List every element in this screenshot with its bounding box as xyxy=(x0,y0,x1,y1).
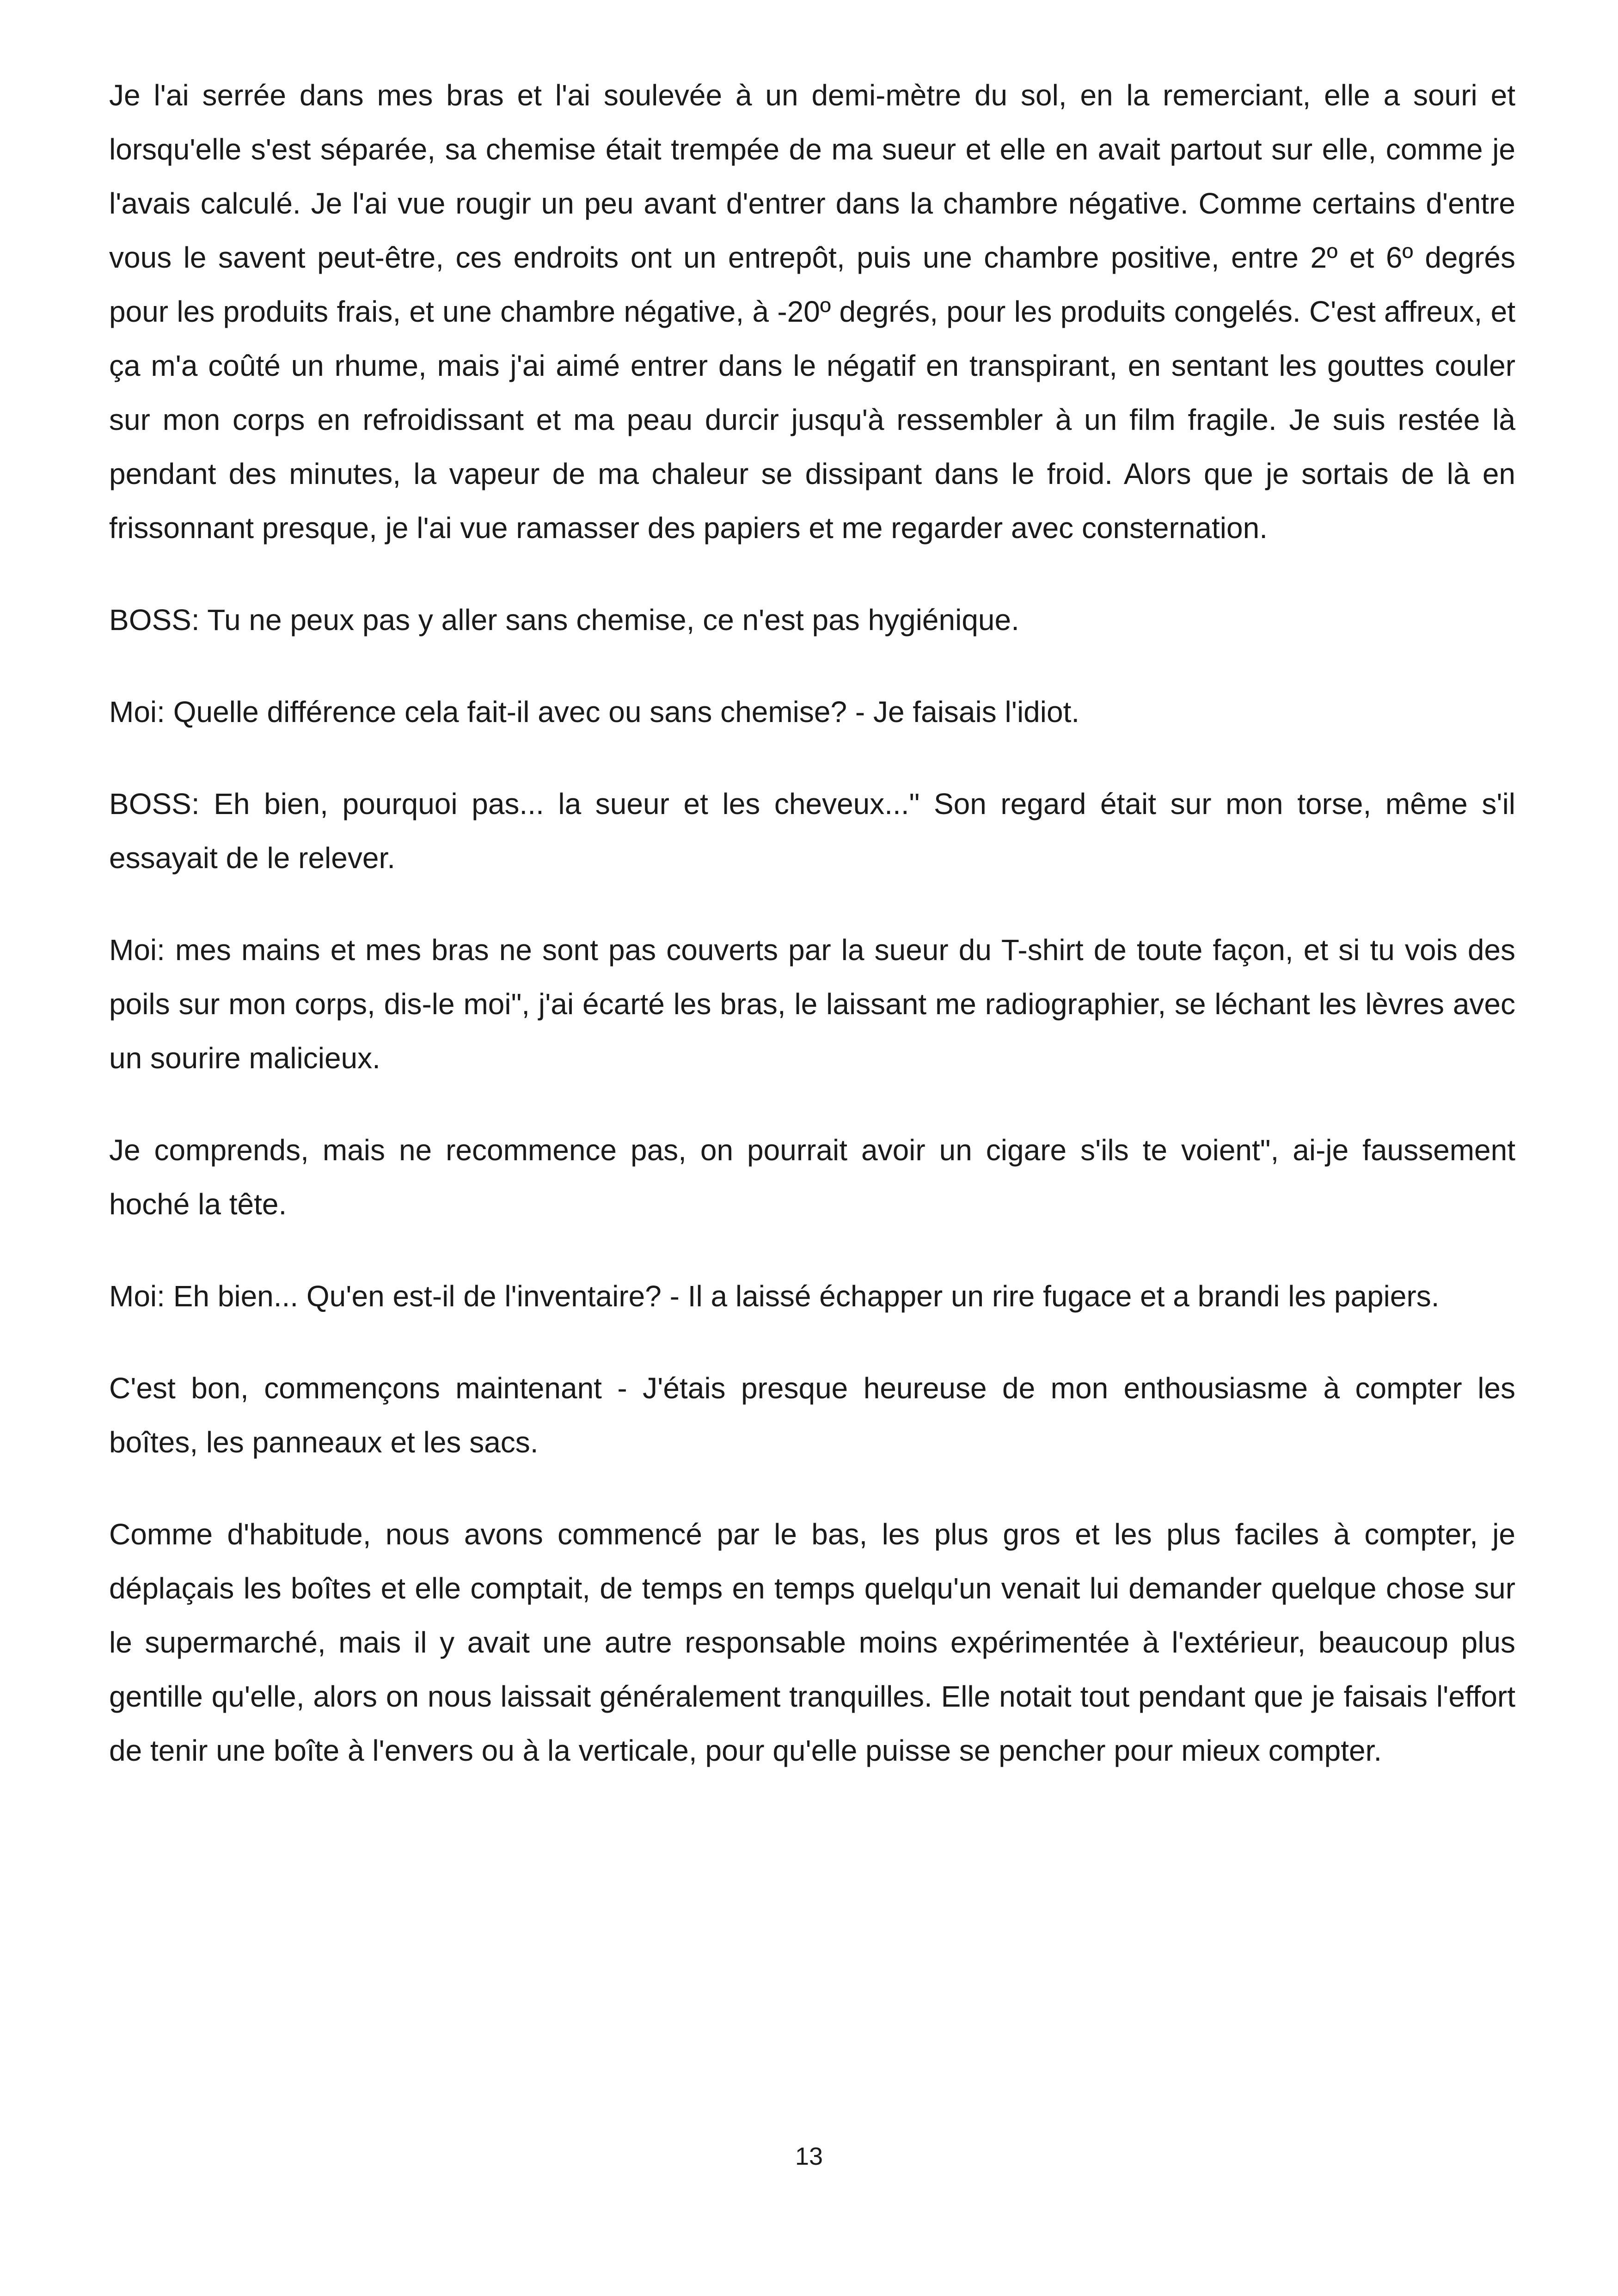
body-text xyxy=(109,68,1515,1816)
paragraph: Moi: mes mains et mes bras ne sont pas couverts par la sueur du T-shirt de toute façon, et si tu vois des poils sur mon corps, dis-le moi", j'ai écarté les bras, le laissant me radiographier, se léchant les lèvres avec un sourire malicieux. xyxy=(109,933,1515,1075)
paragraph: Moi: Eh bien... Qu'en est-il de l'inventaire? - Il a laissé échapper un rire fugace et a brandi les papiers. xyxy=(109,1280,1440,1313)
paragraph: BOSS: Eh bien, pourquoi pas... la sueur et les cheveux..." Son regard était sur mon torse, même s'il essayait de le relever. xyxy=(109,787,1515,875)
paragraph: Moi: Quelle différence cela fait-il avec ou sans chemise? - Je faisais l'idiot. xyxy=(109,695,1080,729)
paragraph: C'est bon, commençons maintenant - J'étais presque heureuse de mon enthousiasme à compter les boîtes, les panneaux et les sacs. xyxy=(109,1371,1515,1459)
paragraph: Je l'ai serrée dans mes bras et l'ai soulevée à un demi-mètre du sol, en la remerciant, elle a souri et lorsqu'elle s'est séparée, sa chemise était trempée de ma sueur et elle en avait partout sur elle, comme je l'avais calculé. Je l'ai vue rougir un peu avant d'entrer dans la chambre négative. Comme certains d'entre vous le savent peut-être, ces endroits ont un entrepôt, puis une chambre positive, entre 2º et 6º degrés pour les produits frais, et une chambre négative, à -20º degrés, pour les produits congelés. C'est affreux, et ça m'a coûté un rhume, mais j'ai aimé entrer dans le négatif en transpirant, en sentant les gouttes couler sur mon corps en refroidissant et ma peau durcir jusqu'à ressembler à un film fragile. Je suis restée là pendant des minutes, la vapeur de ma chaleur se dissipant dans le froid. Alors que je sortais de là en frissonnant presque, je l'ai vue ramasser des papiers et me regarder avec consternation. xyxy=(109,79,1515,545)
paragraph: Comme d'habitude, nous avons commencé par le bas, les plus gros et les plus faciles à compter, je déplaçais les boîtes et elle comptait, de temps en temps quelqu'un venait lui demander quelque chose sur le supermarché, mais il y avait une autre responsable moins expérimentée à l'extérieur, beaucoup plus gentille qu'elle, alors on nous laissait généralement tranquilles. Elle notait tout pendant que je faisais l'effort de tenir une boîte à l'envers ou à la verticale, pour qu'elle puisse se pencher pour mieux compter. xyxy=(109,1518,1515,1767)
paragraph: Je comprends, mais ne recommence pas, on pourrait avoir un cigare s'ils te voient", ai-je faussement hoché la tête. xyxy=(109,1133,1515,1221)
page-number: 13 xyxy=(795,2143,823,2170)
paragraph: BOSS: Tu ne peux pas y aller sans chemise, ce n'est pas hygiénique. xyxy=(109,603,1019,637)
